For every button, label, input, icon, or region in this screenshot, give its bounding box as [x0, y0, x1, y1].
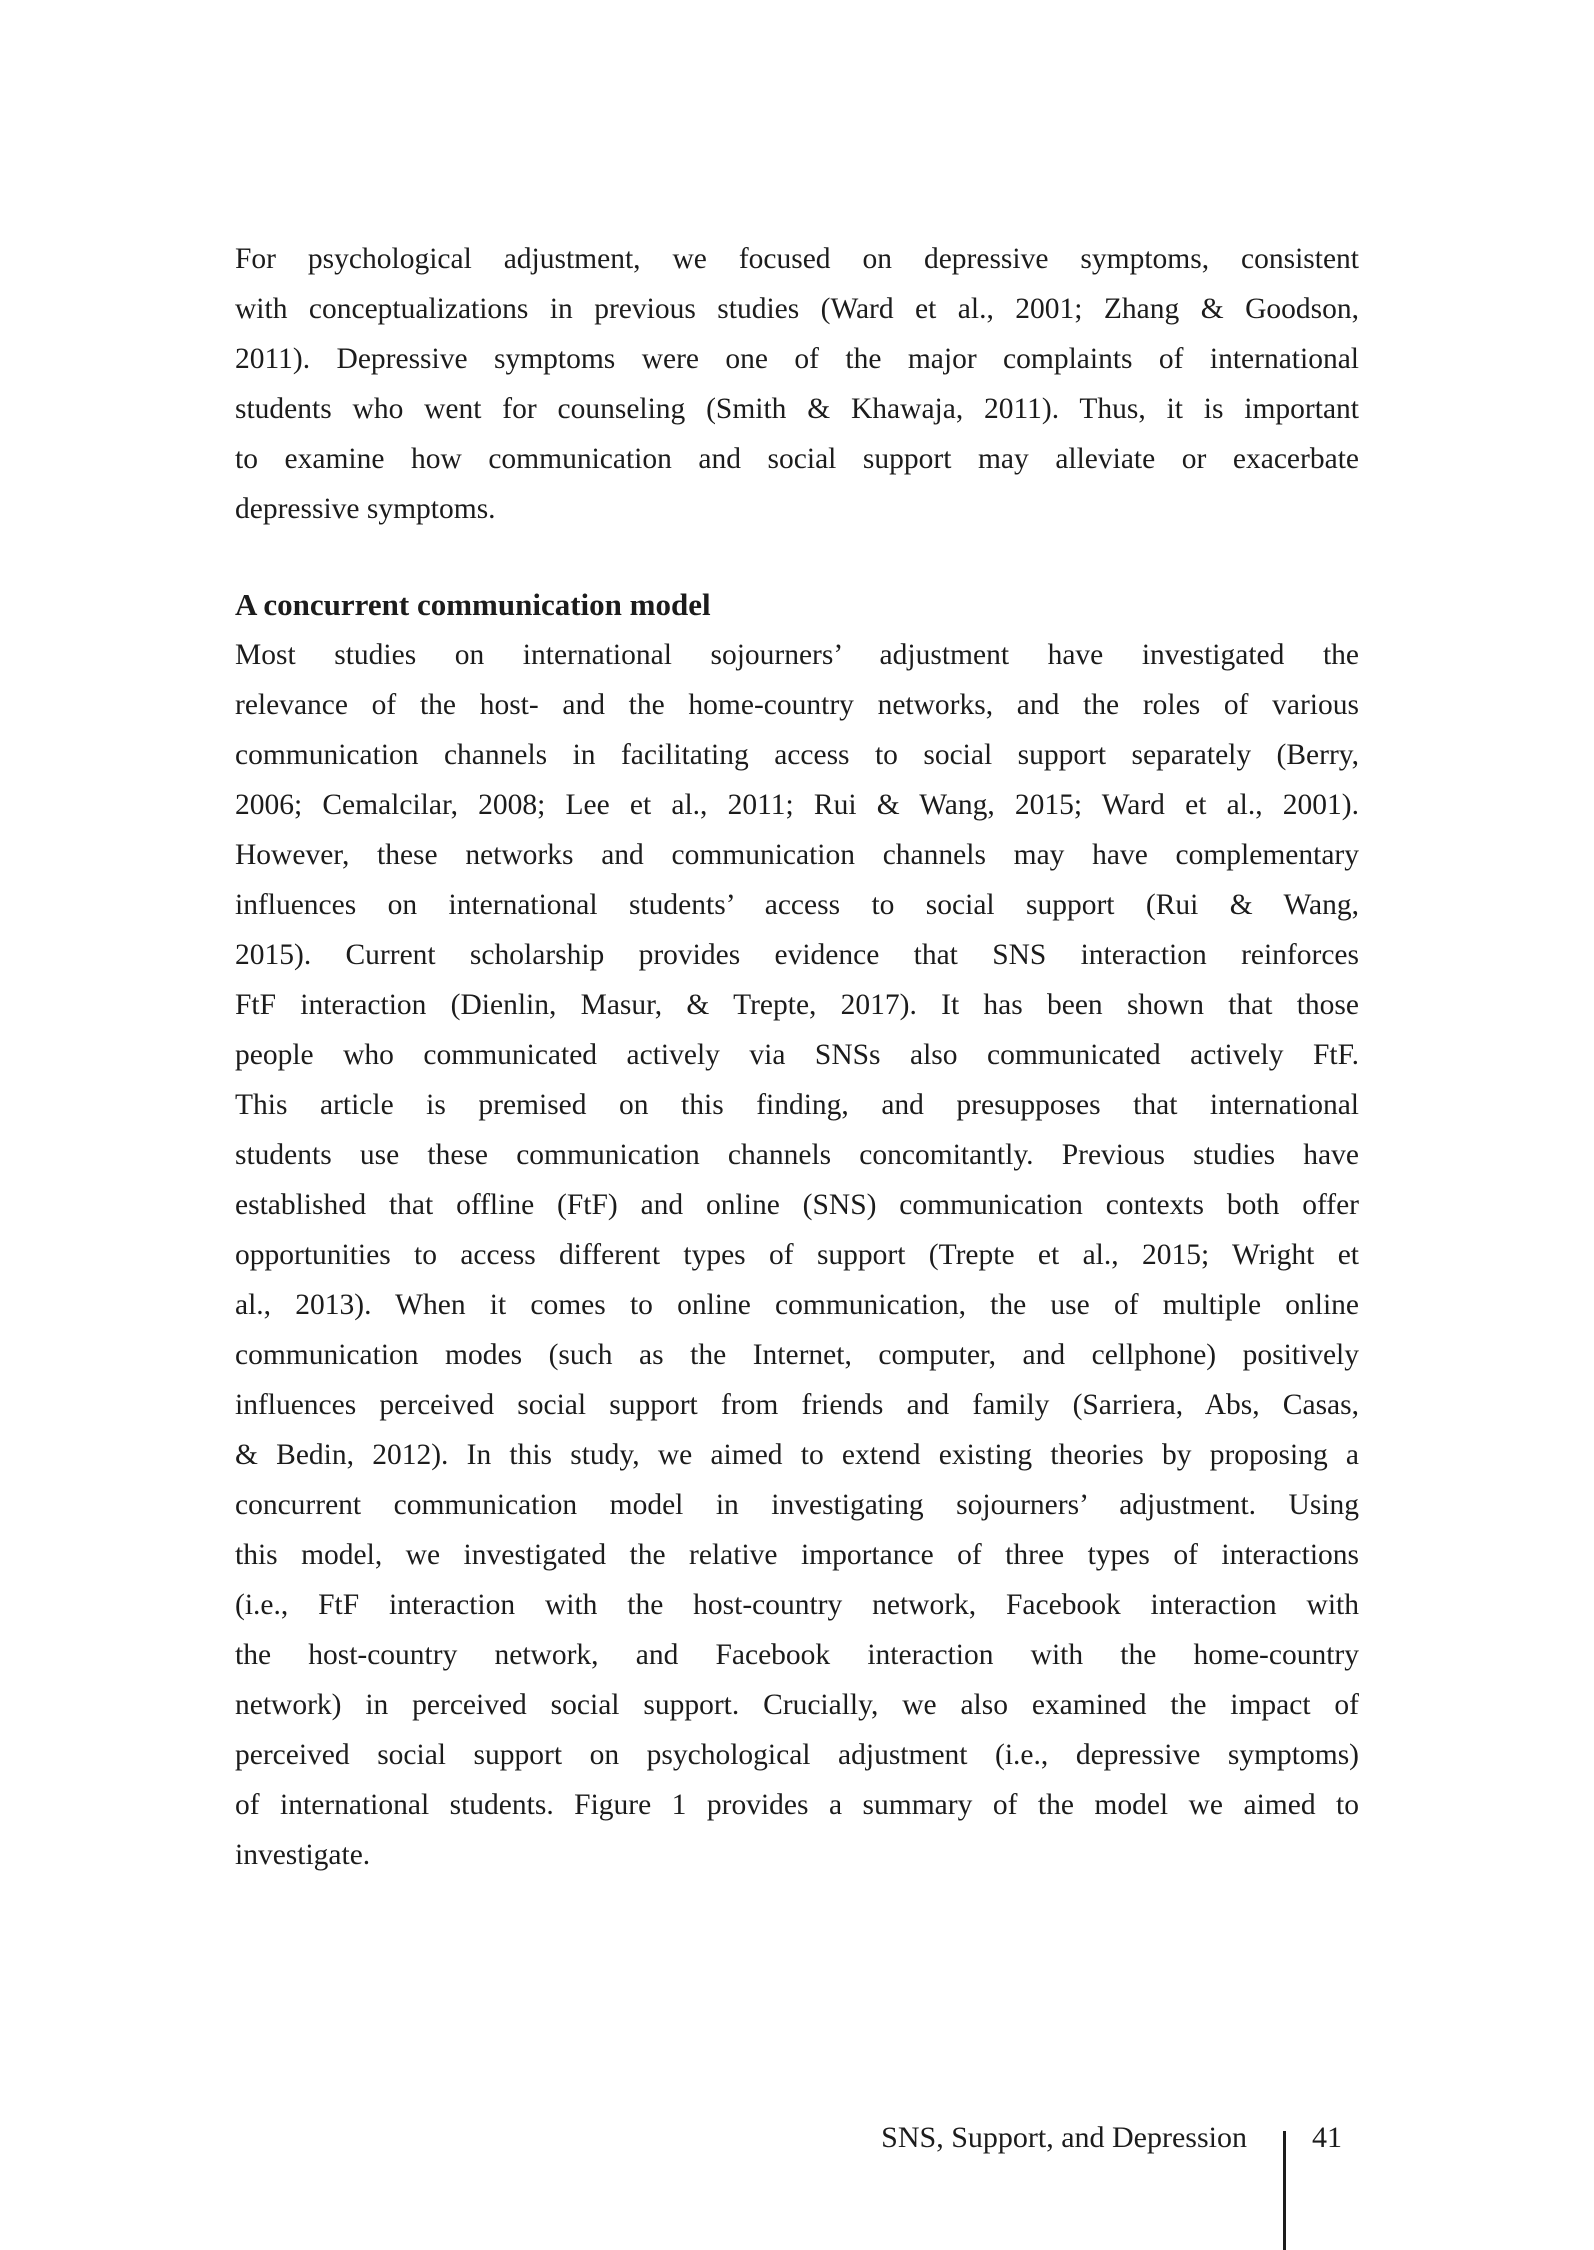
text-line: students use these communication channels concomitantly. Previous studies have	[235, 1139, 1359, 1171]
text-line: opportunities to access different types of support (Trepte et al., 2015; Wright et	[235, 1239, 1359, 1271]
text-line: relevance of the host- and the home-country networks, and the roles of various	[235, 689, 1359, 721]
text-line: & Bedin, 2012). In this study, we aimed to extend existing theories by proposing a	[235, 1439, 1359, 1471]
text-line: concurrent communication model in investigating sojourners’ adjustment. Using	[235, 1489, 1359, 1521]
text-line: this model, we investigated the relative importance of three types of interactions	[235, 1539, 1359, 1571]
text-line: Most studies on international sojourners’ adjustment have investigated the	[235, 639, 1359, 671]
text-line: perceived social support on psychological adjustment (i.e., depressive symptoms)	[235, 1739, 1359, 1771]
text-line: 2006; Cemalcilar, 2008; Lee et al., 2011; Rui & Wang, 2015; Ward et al., 2001).	[235, 789, 1359, 821]
text-line: network) in perceived social support. Crucially, we also examined the impact of	[235, 1689, 1359, 1721]
text-line: established that offline (FtF) and online (SNS) communication contexts both offer	[235, 1189, 1359, 1221]
section-gap	[235, 534, 1359, 580]
section-heading: A concurrent communication model	[235, 587, 711, 622]
footer-divider-rule	[1283, 2131, 1286, 2250]
text-line: However, these networks and communication channels may have complementary	[235, 839, 1359, 871]
running-title: SNS, Support, and Depression	[881, 2121, 1247, 2154]
text-line: to examine how communication and social support may alleviate or exacerbate	[235, 443, 1359, 475]
text-line: with conceptualizations in previous studies (Ward et al., 2001; Zhang & Goodson,	[235, 293, 1359, 325]
text-line: communication modes (such as the Internet, computer, and cellphone) positively	[235, 1339, 1359, 1371]
text-line: influences on international students’ access to social support (Rui & Wang,	[235, 889, 1359, 921]
text-line: FtF interaction (Dienlin, Masur, & Trepte, 2017). It has been shown that those	[235, 989, 1359, 1021]
text-column	[235, 234, 1359, 1880]
text-line: influences perceived social support from friends and family (Sarriera, Abs, Casas,	[235, 1389, 1359, 1421]
text-line: al., 2013). When it comes to online communication, the use of multiple online	[235, 1289, 1359, 1321]
text-line: For psychological adjustment, we focused on depressive symptoms, consistent	[235, 243, 1359, 275]
paragraph-1	[235, 234, 1359, 534]
text-line: (i.e., FtF interaction with the host-country network, Facebook interaction with	[235, 1589, 1359, 1621]
text-line: investigate.	[235, 1839, 371, 1871]
text-line: communication channels in facilitating access to social support separately (Berry,	[235, 739, 1359, 771]
text-line: depressive symptoms.	[235, 493, 496, 525]
text-line: students who went for counseling (Smith & Khawaja, 2011). Thus, it is important	[235, 393, 1359, 425]
text-line: of international students. Figure 1 provides a summary of the model we aimed to	[235, 1789, 1359, 1821]
text-line: people who communicated actively via SNSs also communicated actively FtF.	[235, 1039, 1359, 1071]
text-line: 2011). Depressive symptoms were one of the major complaints of international	[235, 343, 1359, 375]
page-number: 41	[1312, 2121, 1342, 2154]
text-line: the host-country network, and Facebook interaction with the home-country	[235, 1639, 1359, 1671]
paragraph-2	[235, 630, 1359, 1880]
text-line: This article is premised on this finding, and presupposes that international	[235, 1089, 1359, 1121]
text-line: 2015). Current scholarship provides evidence that SNS interaction reinforces	[235, 939, 1359, 971]
